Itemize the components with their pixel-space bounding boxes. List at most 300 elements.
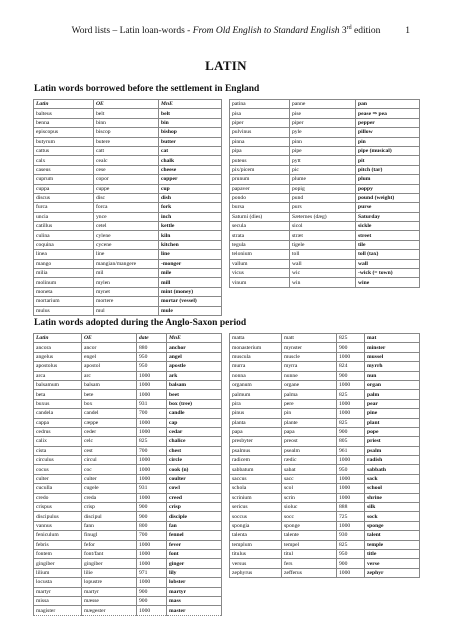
table-cell: mylen bbox=[94, 278, 159, 287]
table-cell: 1000 bbox=[337, 493, 365, 502]
table-cell: 1000 bbox=[137, 390, 167, 399]
table-cell: mil bbox=[94, 269, 159, 278]
table-cell: pira bbox=[230, 399, 282, 408]
table-cell: patina bbox=[230, 100, 290, 109]
table-cell: 1000 bbox=[137, 465, 167, 474]
table-cell: presbyter bbox=[230, 437, 282, 446]
table-row bbox=[230, 259, 420, 268]
modern-english-cell: shrine bbox=[365, 493, 420, 502]
table-cell: martyr bbox=[82, 587, 137, 596]
modern-english-cell: angel bbox=[167, 352, 222, 361]
table-cell: 1000 bbox=[137, 380, 167, 389]
modern-english-cell: sock bbox=[365, 512, 420, 521]
table-cell: balsamum bbox=[34, 380, 82, 389]
table-cell: 1000 bbox=[337, 352, 365, 361]
table-row bbox=[34, 212, 222, 221]
table-cell: ancor bbox=[82, 343, 137, 352]
table-cell: creda bbox=[82, 493, 137, 502]
modern-english-cell: pine bbox=[365, 409, 420, 418]
table-cell: mynet bbox=[94, 287, 159, 296]
table-cell: arca bbox=[34, 371, 82, 380]
table-cell: belt bbox=[94, 109, 159, 118]
table-cell: furca bbox=[34, 203, 94, 212]
modern-english-cell: chalk bbox=[159, 156, 222, 165]
table-row bbox=[230, 278, 420, 287]
modern-english-cell: mortar (vessel) bbox=[159, 297, 222, 306]
modern-english-cell: mat bbox=[365, 334, 420, 343]
table-cell: wall bbox=[290, 259, 356, 268]
table-cell: font/fant bbox=[82, 549, 137, 558]
modern-english-cell: radish bbox=[365, 456, 420, 465]
table-cell: pinn bbox=[290, 137, 356, 146]
table-row bbox=[230, 559, 420, 568]
table-cell: 1000 bbox=[137, 606, 167, 615]
table-row bbox=[34, 269, 222, 278]
table-cell: cest bbox=[82, 446, 137, 455]
table-cell: 900 bbox=[137, 503, 167, 512]
table-cell: templum bbox=[230, 540, 282, 549]
table-cell: arc bbox=[82, 371, 137, 380]
table-cell: 1000 bbox=[137, 559, 167, 568]
table-row bbox=[230, 474, 420, 483]
table-cell: moneta bbox=[34, 287, 94, 296]
table-cell: planta bbox=[230, 418, 282, 427]
table-cell: murra bbox=[230, 362, 282, 371]
table-cell: 900 bbox=[137, 512, 167, 521]
table-row bbox=[230, 371, 420, 380]
table-row bbox=[34, 390, 222, 399]
modern-english-cell: psalm bbox=[365, 446, 420, 455]
table-cell: papa bbox=[230, 427, 282, 436]
table-cell: telonium bbox=[230, 250, 290, 259]
table-row bbox=[230, 437, 420, 446]
table-cell: 1000 bbox=[337, 409, 365, 418]
table-cell: 725 bbox=[337, 512, 365, 521]
table-cell: caseus bbox=[34, 165, 94, 174]
modern-english-cell: beet bbox=[167, 390, 222, 399]
table-cell: pere bbox=[282, 399, 337, 408]
table-cell: pytt bbox=[290, 156, 356, 165]
table-cell: mynster bbox=[282, 343, 337, 352]
table-cell: bursa bbox=[230, 203, 290, 212]
modern-english-cell: cat bbox=[159, 146, 222, 155]
table-cell: 700 bbox=[137, 446, 167, 455]
table-cell: vicus bbox=[230, 269, 290, 278]
table-cell: gingiber bbox=[34, 559, 82, 568]
table-cell: crispus bbox=[34, 503, 82, 512]
table-row bbox=[34, 493, 222, 502]
table-row bbox=[230, 175, 420, 184]
modern-english-cell: sponge bbox=[365, 521, 420, 530]
section1-title: Latin words borrowed before the settlement in England bbox=[34, 84, 260, 94]
table-row bbox=[230, 240, 420, 249]
table-cell: missa bbox=[34, 596, 82, 605]
table-row bbox=[34, 531, 222, 540]
table-cell: psealm bbox=[282, 446, 337, 455]
table-cell: coquina bbox=[34, 240, 94, 249]
table-cell: 880 bbox=[137, 343, 167, 352]
modern-english-cell: pear bbox=[365, 399, 420, 408]
table-row bbox=[34, 184, 222, 193]
table-cell: 1000 bbox=[137, 493, 167, 502]
table-row bbox=[34, 297, 222, 306]
table-cell: feniculum bbox=[34, 531, 82, 540]
table-cell: cuppe bbox=[94, 184, 159, 193]
table-cell: titul bbox=[282, 549, 337, 558]
modern-english-cell: bin bbox=[159, 118, 222, 127]
section1-right-table bbox=[229, 99, 420, 288]
table-cell: ancora bbox=[34, 343, 82, 352]
modern-english-cell: inch bbox=[159, 212, 222, 221]
modern-english-cell: talent bbox=[365, 531, 420, 540]
table-row bbox=[34, 399, 222, 408]
table-cell: lilium bbox=[34, 568, 82, 577]
table-cell: balsam bbox=[82, 380, 137, 389]
table-row bbox=[34, 474, 222, 483]
table-cell: matta bbox=[230, 334, 282, 343]
table-row bbox=[34, 568, 222, 577]
modern-english-cell: mint (money) bbox=[159, 287, 222, 296]
table-cell: 825 bbox=[337, 418, 365, 427]
table-row bbox=[230, 399, 420, 408]
table-cell: disc bbox=[94, 193, 159, 202]
table-cell: coc bbox=[82, 465, 137, 474]
table-row bbox=[34, 343, 222, 352]
table-row bbox=[34, 128, 222, 137]
header-edition-suffix: edition bbox=[351, 26, 381, 36]
table-cell: 805 bbox=[337, 437, 365, 446]
table-cell: biscop bbox=[94, 128, 159, 137]
table-cell: cuculla bbox=[34, 484, 82, 493]
section2-title: Latin words adopted during the Anglo-Saxon period bbox=[34, 318, 247, 328]
table-cell: mangian/mangere bbox=[94, 259, 159, 268]
modern-english-cell: candle bbox=[167, 409, 222, 418]
table-cell: wic bbox=[290, 269, 356, 278]
table-row bbox=[230, 531, 420, 540]
modern-english-cell: apostle bbox=[167, 362, 222, 371]
modern-english-cell: chest bbox=[167, 446, 222, 455]
table-cell: 950 bbox=[137, 352, 167, 361]
table-row bbox=[230, 465, 420, 474]
modern-english-cell: school bbox=[365, 484, 420, 493]
table-cell: rædic bbox=[282, 456, 337, 465]
table-row bbox=[34, 352, 222, 361]
table-cell: episcopus bbox=[34, 128, 94, 137]
table-row bbox=[230, 137, 420, 146]
table-cell: 1000 bbox=[137, 427, 167, 436]
table-row bbox=[34, 437, 222, 446]
modern-english-cell: bishop bbox=[159, 128, 222, 137]
table-cell: cese bbox=[94, 165, 159, 174]
table-row bbox=[230, 540, 420, 549]
table-row bbox=[230, 493, 420, 502]
table-cell: 825 bbox=[337, 390, 365, 399]
table-row bbox=[230, 456, 420, 465]
table-cell: cylene bbox=[94, 231, 159, 240]
table-cell: 800 bbox=[137, 521, 167, 530]
table-row bbox=[230, 352, 420, 361]
table-cell: cealc bbox=[94, 156, 159, 165]
table-cell: 1000 bbox=[137, 371, 167, 380]
modern-english-cell: pan bbox=[356, 100, 420, 109]
table-row bbox=[34, 559, 222, 568]
table-row bbox=[34, 306, 222, 315]
table-cell: spongia bbox=[230, 521, 282, 530]
table-cell: organe bbox=[282, 380, 337, 389]
table-cell: sacc bbox=[282, 474, 337, 483]
table-cell: 1000 bbox=[337, 380, 365, 389]
table-row bbox=[34, 193, 222, 202]
modern-english-cell: plum bbox=[356, 175, 420, 184]
table-cell: catillus bbox=[34, 222, 94, 231]
table-cell: finugl bbox=[82, 531, 137, 540]
table-cell: myrra bbox=[282, 362, 337, 371]
modern-english-cell: fever bbox=[167, 540, 222, 549]
modern-english-cell: cedar bbox=[167, 427, 222, 436]
modern-english-cell: pope bbox=[365, 427, 420, 436]
table-cell: plume bbox=[290, 175, 356, 184]
table-cell: 1000 bbox=[337, 568, 365, 577]
table-cell: gingiber bbox=[82, 559, 137, 568]
modern-english-cell: ginger bbox=[167, 559, 222, 568]
modern-english-cell: purse bbox=[356, 203, 420, 212]
table-cell: cugele bbox=[82, 484, 137, 493]
modern-english-cell: sickle bbox=[356, 222, 420, 231]
modern-english-cell: chalice bbox=[167, 437, 222, 446]
column-header: OE bbox=[82, 334, 137, 343]
section2-right-table bbox=[229, 333, 420, 578]
table-cell: sicol bbox=[290, 222, 356, 231]
table-row bbox=[230, 362, 420, 371]
table-cell: 950 bbox=[337, 465, 365, 474]
table-cell: 1000 bbox=[137, 540, 167, 549]
table-cell: 1000 bbox=[337, 399, 365, 408]
table-row bbox=[34, 156, 222, 165]
table-row bbox=[34, 250, 222, 259]
table-cell: milia bbox=[34, 269, 94, 278]
table-row bbox=[34, 549, 222, 558]
modern-english-cell: balsam bbox=[167, 380, 222, 389]
table-cell: ynce bbox=[94, 212, 159, 221]
table-row bbox=[230, 446, 420, 455]
table-cell: cedrus bbox=[34, 427, 82, 436]
table-row bbox=[34, 540, 222, 549]
modern-english-cell: martyr bbox=[167, 587, 222, 596]
table-cell: candela bbox=[34, 409, 82, 418]
table-row bbox=[34, 287, 222, 296]
table-cell: 825 bbox=[337, 334, 365, 343]
table-cell: cocus bbox=[34, 465, 82, 474]
table-cell: organum bbox=[230, 380, 282, 389]
modern-english-cell: tile bbox=[356, 240, 420, 249]
table-cell: 1000 bbox=[137, 578, 167, 587]
table-cell: 961 bbox=[337, 446, 365, 455]
table-cell: culter bbox=[82, 474, 137, 483]
column-header: Latin bbox=[34, 100, 94, 109]
table-cell: febris bbox=[34, 540, 82, 549]
table-row bbox=[230, 222, 420, 231]
table-cell: pinna bbox=[230, 137, 290, 146]
table-cell: cæppe bbox=[82, 418, 137, 427]
table-cell: pinus bbox=[230, 409, 282, 418]
table-cell: molinum bbox=[34, 278, 94, 287]
modern-english-cell: -wick (= town) bbox=[356, 269, 420, 278]
table-cell: benna bbox=[34, 118, 94, 127]
table-row bbox=[230, 250, 420, 259]
table-cell: pipa bbox=[230, 146, 290, 155]
table-cell: 900 bbox=[337, 343, 365, 352]
column-header: MnE bbox=[167, 334, 222, 343]
table-header-row bbox=[34, 334, 222, 343]
table-cell: 900 bbox=[137, 596, 167, 605]
table-cell: sericus bbox=[230, 503, 282, 512]
table-cell: talenta bbox=[230, 531, 282, 540]
table-cell: nunne bbox=[282, 371, 337, 380]
page-title: LATIN bbox=[205, 58, 247, 73]
table-cell: pondo bbox=[230, 193, 290, 202]
table-cell: puteus bbox=[230, 156, 290, 165]
table-cell: zephyrus bbox=[230, 568, 282, 577]
table-row bbox=[34, 521, 222, 530]
table-cell: preost bbox=[282, 437, 337, 446]
table-row bbox=[230, 427, 420, 436]
table-row bbox=[34, 465, 222, 474]
table-cell: 1000 bbox=[137, 456, 167, 465]
modern-english-cell: pin bbox=[356, 137, 420, 146]
table-cell: win bbox=[290, 278, 356, 287]
table-cell: cetel bbox=[94, 222, 159, 231]
modern-english-cell: myrrh bbox=[365, 362, 420, 371]
table-row bbox=[34, 240, 222, 249]
table-cell: mul bbox=[94, 306, 159, 315]
modern-english-cell: silk bbox=[365, 503, 420, 512]
table-cell: ceder bbox=[82, 427, 137, 436]
table-row bbox=[230, 193, 420, 202]
table-cell: butyrum bbox=[34, 137, 94, 146]
modern-english-cell: mule bbox=[159, 306, 222, 315]
modern-english-cell: pepper bbox=[356, 118, 420, 127]
modern-english-cell: wall bbox=[356, 259, 420, 268]
table-cell: cuprum bbox=[34, 175, 94, 184]
section1-left-table bbox=[33, 99, 222, 316]
table-row bbox=[230, 484, 420, 493]
modern-english-cell: pillow bbox=[356, 128, 420, 137]
modern-english-cell: nun bbox=[365, 371, 420, 380]
table-cell: angelus bbox=[34, 352, 82, 361]
table-cell: saccus bbox=[230, 474, 282, 483]
modern-english-cell: box (tree) bbox=[167, 399, 222, 408]
table-cell: tegula bbox=[230, 240, 290, 249]
modern-english-cell: cap bbox=[167, 418, 222, 427]
table-row bbox=[230, 118, 420, 127]
table-row bbox=[34, 222, 222, 231]
table-cell: toll bbox=[290, 250, 356, 259]
table-cell: mortere bbox=[94, 297, 159, 306]
table-row bbox=[230, 343, 420, 352]
table-cell: crisp bbox=[82, 503, 137, 512]
table-cell: muscula bbox=[230, 352, 282, 361]
modern-english-cell: temple bbox=[365, 540, 420, 549]
table-cell: cuppa bbox=[34, 184, 94, 193]
table-row bbox=[230, 231, 420, 240]
modern-english-cell: master bbox=[167, 606, 222, 615]
table-row bbox=[34, 512, 222, 521]
table-cell: lilie bbox=[82, 568, 137, 577]
modern-english-cell: font bbox=[167, 549, 222, 558]
table-cell: sabbatum bbox=[230, 465, 282, 474]
modern-english-cell: disciple bbox=[167, 512, 222, 521]
modern-english-cell: pitch (tar) bbox=[356, 165, 420, 174]
table-cell: 1000 bbox=[337, 521, 365, 530]
modern-english-cell: dish bbox=[159, 193, 222, 202]
table-row bbox=[34, 606, 222, 615]
table-cell: apostol bbox=[82, 362, 137, 371]
table-cell: 931 bbox=[137, 399, 167, 408]
table-cell: vannus bbox=[34, 521, 82, 530]
column-header: date bbox=[137, 334, 167, 343]
table-row bbox=[230, 146, 420, 155]
modern-english-cell: zephyr bbox=[365, 568, 420, 577]
table-row bbox=[230, 212, 420, 221]
table-row bbox=[34, 503, 222, 512]
table-cell: monasterium bbox=[230, 343, 282, 352]
table-cell: tigele bbox=[290, 240, 356, 249]
table-row bbox=[34, 175, 222, 184]
table-cell: sabat bbox=[282, 465, 337, 474]
table-cell: discus bbox=[34, 193, 94, 202]
modern-english-cell: butter bbox=[159, 137, 222, 146]
table-row bbox=[230, 512, 420, 521]
table-cell: pund bbox=[290, 193, 356, 202]
table-cell: palma bbox=[282, 390, 337, 399]
table-cell: talente bbox=[282, 531, 337, 540]
table-cell: 950 bbox=[337, 549, 365, 558]
table-cell: 900 bbox=[337, 371, 365, 380]
table-cell: pyle bbox=[290, 128, 356, 137]
table-cell: pix/picem bbox=[230, 165, 290, 174]
table-cell: linea bbox=[34, 250, 94, 259]
header-edition-number: 3 bbox=[341, 26, 347, 36]
table-cell: tempel bbox=[282, 540, 337, 549]
modern-english-cell: wine bbox=[356, 278, 420, 287]
table-row bbox=[34, 203, 222, 212]
table-cell: stræt bbox=[290, 231, 356, 240]
table-cell: fefor bbox=[82, 540, 137, 549]
table-cell: Sæternes (dæg) bbox=[290, 212, 356, 221]
table-cell: magister bbox=[34, 606, 82, 615]
table-cell: 700 bbox=[137, 531, 167, 540]
table-cell: mulus bbox=[34, 306, 94, 315]
table-row bbox=[34, 578, 222, 587]
table-cell: lopustre bbox=[82, 578, 137, 587]
modern-english-cell: plant bbox=[365, 418, 420, 427]
table-row bbox=[34, 587, 222, 596]
table-cell: 900 bbox=[137, 587, 167, 596]
table-row bbox=[230, 380, 420, 389]
table-cell: sponge bbox=[282, 521, 337, 530]
table-cell: strata bbox=[230, 231, 290, 240]
table-cell: schola bbox=[230, 484, 282, 493]
table-cell: forca bbox=[94, 203, 159, 212]
modern-english-cell: fork bbox=[159, 203, 222, 212]
table-row bbox=[34, 409, 222, 418]
table-row bbox=[34, 456, 222, 465]
table-cell: secula bbox=[230, 222, 290, 231]
header-prefix: Word lists – Latin loan-words - bbox=[71, 26, 193, 36]
modern-english-cell: lobster bbox=[167, 578, 222, 587]
modern-english-cell: sack bbox=[365, 474, 420, 483]
table-cell: psalmus bbox=[230, 446, 282, 455]
